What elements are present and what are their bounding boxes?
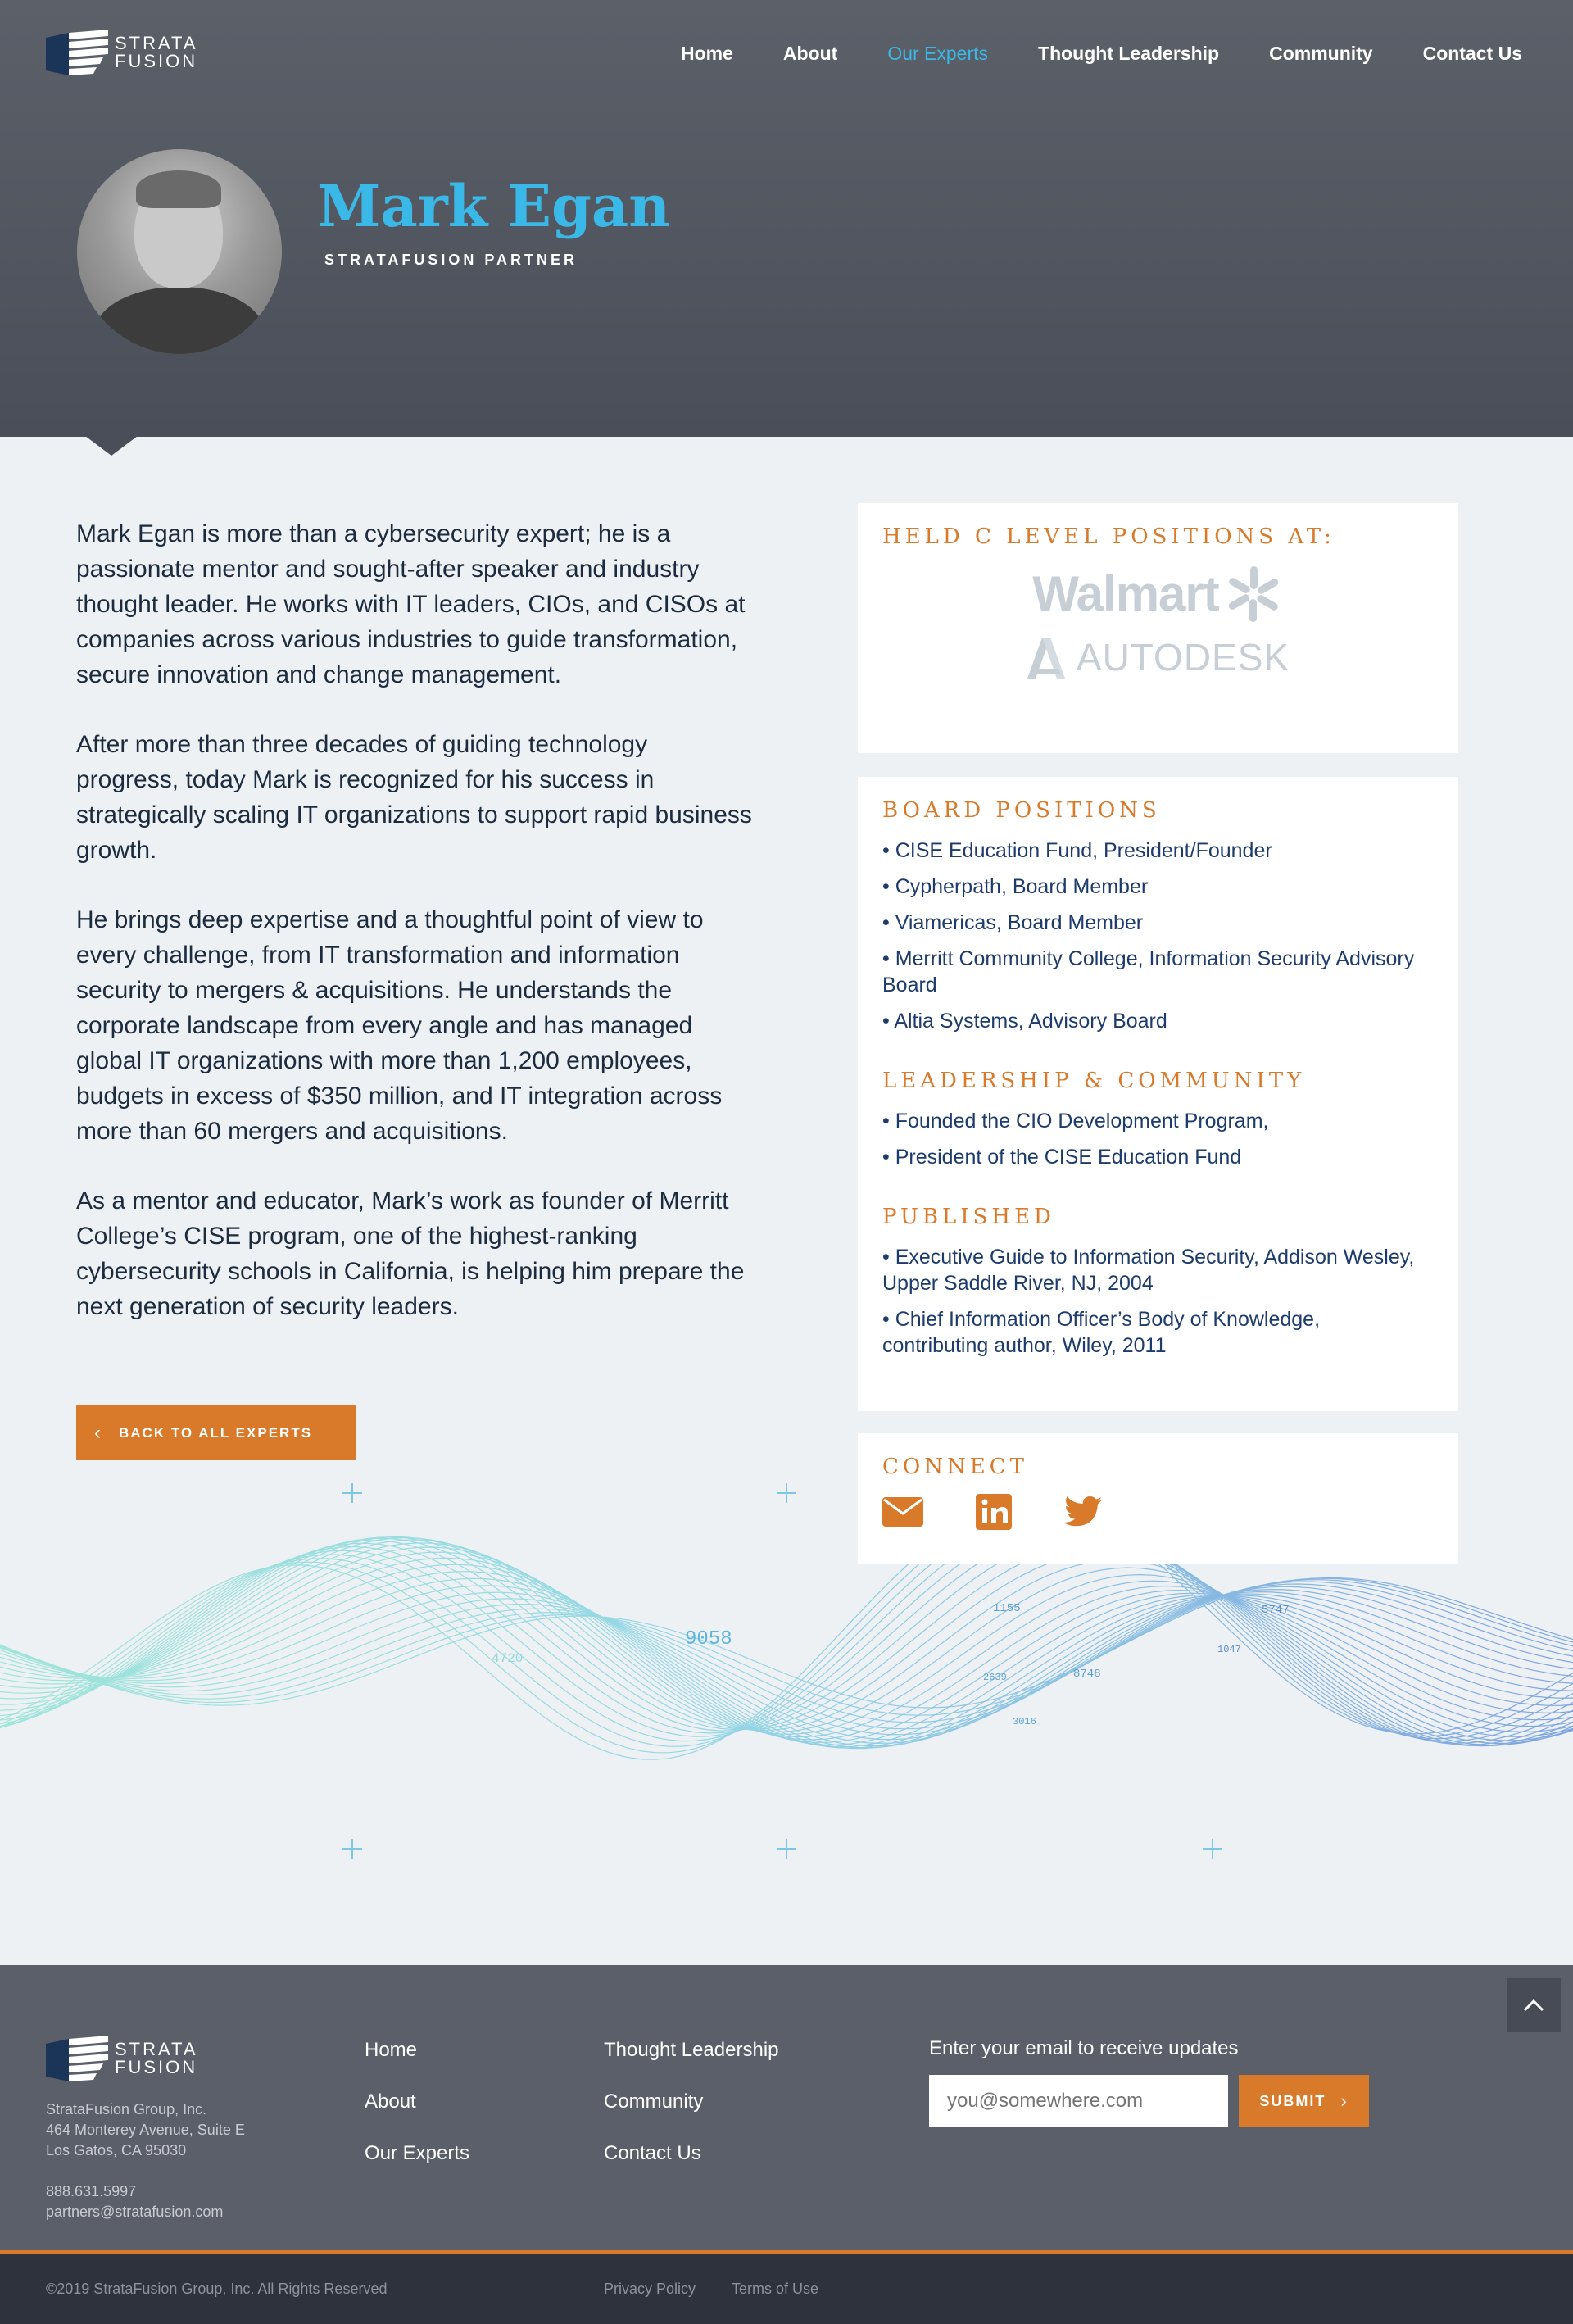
footer-links-col1 [365,2039,469,2194]
wave-line [0,1572,1573,1749]
connect-card [858,1433,1458,1564]
address-line: StrataFusion Group, Inc. [46,2101,207,2117]
footer-address [46,2099,245,2222]
c-level-card [858,503,1458,753]
chevron-right-icon: › [1340,2090,1349,2111]
nav-our-experts[interactable]: Our Experts [887,43,989,64]
nav-community[interactable]: Community [1269,43,1373,64]
email-icon[interactable] [882,1497,923,1527]
site-logo[interactable] [46,30,198,75]
profile-name: Mark Egan [317,172,671,240]
published-heading: PUBLISHED [882,1205,1055,1229]
leadership-heading: LEADERSHIP & COMMUNITY [882,1069,1306,1093]
site-footer [0,1965,1573,2250]
header-notch [85,436,138,456]
chevron-up-icon [1523,1999,1544,2012]
board-item: • Merritt Community College, Information Security Advisory Board [882,947,1415,996]
profile-title: STRATAFUSION PARTNER [324,252,578,268]
email-input[interactable] [929,2075,1228,2127]
logo-icon [46,2036,108,2081]
footer-links-col2 [604,2039,779,2194]
wave-number: 5747 [1262,1604,1290,1617]
copyright: ©2019 StrataFusion Group, Inc. All Rights Reserved [46,2281,388,2297]
footer-logo[interactable] [46,2036,198,2081]
bio-paragraph: Mark Egan is more than a cybersecurity expert; he is a passionate mentor and sought-after speaker and industry thought leader. He works with IT leaders, CIOs, and CISOs at companies across various industries to guide transformation, secure innovation and change management. [76,520,746,688]
profile-photo [77,149,282,354]
chevron-left-icon: ‹ [94,1421,102,1444]
c-level-heading: HELD C LEVEL POSITIONS AT: [882,524,1335,549]
wave-number: 1155 [993,1602,1021,1615]
linkedin-icon[interactable] [976,1494,1012,1530]
walmart-logo-text: Walmart [1032,566,1219,621]
address-line: 464 Monterey Avenue, Suite E [46,2122,245,2138]
board-item: • CISE Education Fund, President/Founder [882,839,1272,862]
walmart-logo [882,565,1431,622]
footer-link-home[interactable]: Home [365,2039,418,2061]
wave-number: 9058 [685,1628,732,1650]
social-links [882,1494,1431,1530]
logo-line2: FUSION [115,2057,198,2077]
privacy-policy-link[interactable]: Privacy Policy [604,2281,696,2297]
nav-about[interactable]: About [782,43,838,64]
terms-of-use-link[interactable]: Terms of Use [732,2281,819,2297]
submit-label: SUBMIT [1259,2092,1326,2109]
nav-thought-leadership[interactable]: Thought Leadership [1038,43,1220,64]
bio-paragraph: He brings deep expertise and a thoughtful point of view to every challenge, from IT transformation and information security to mergers & acquisitions. He understands the corporate landscape from every angle and has managed global IT organizations with more than 1,200 employees, budgets in excess of $350 million, and IT integration across more than 60 mergers and acquisitions. [76,906,723,1145]
wave-number: 1047 [1217,1644,1241,1655]
positions-card [858,777,1458,1411]
main-nav [631,43,1522,65]
board-heading: BOARD POSITIONS [882,798,1161,823]
wave-number: 4720 [492,1651,524,1666]
logo-wordmark [115,2040,198,2077]
logo-line2: FUSION [115,51,198,71]
board-item: • Altia Systems, Advisory Board [882,1010,1167,1033]
bio-paragraph: After more than three decades of guiding technology progress, today Mark is recognized for his success in strategically scaling IT organizations to support rapid business growth. [76,731,752,864]
leadership-section [882,1069,1431,1170]
wave-number: 8748 [1073,1668,1101,1681]
autodesk-logo-text: AUTODESK [1076,636,1290,679]
leadership-item: • President of the CISE Education Fund [882,1146,1242,1169]
company-logos [882,565,1431,679]
logo-wordmark [115,34,198,70]
bio-text [76,516,756,1359]
footer-link-community[interactable]: Community [604,2090,704,2113]
board-item: • Viamericas, Board Member [882,911,1144,934]
board-item: • Cypherpath, Board Member [882,875,1149,898]
logo-line1: STRATA [115,2039,198,2059]
submit-button[interactable] [1239,2075,1369,2127]
wave-number: 3016 [1013,1716,1036,1727]
nav-home[interactable]: Home [680,43,733,64]
wave-number: 2639 [983,1672,1007,1683]
footer-link-about[interactable]: About [365,2090,416,2113]
published-item: • Chief Information Officer’s Body of Knowledge, contributing author, Wiley, 2011 [882,1308,1321,1357]
footer-link-contact-us[interactable]: Contact Us [604,2142,701,2164]
signup-label: Enter your email to receive updates [929,2037,1239,2059]
twitter-icon[interactable] [1064,1496,1104,1528]
scroll-to-top-button[interactable] [1507,1978,1561,2032]
bio-paragraph: As a mentor and educator, Mark’s work as founder of Merritt College’s CISE program, one of the highest-ranking cybersecurity schools in California, is helping him prepare the next generation of security leaders. [76,1187,745,1320]
leadership-item: • Founded the CIO Development Program, [882,1110,1269,1132]
autodesk-a-icon [1024,636,1067,679]
connect-heading: CONNECT [882,1455,1028,1479]
back-button-label: BACK TO ALL EXPERTS [119,1424,313,1441]
footer-phone[interactable]: 888.631.5997 [46,2183,137,2199]
hero-header [0,0,1573,437]
nav-contact-us[interactable]: Contact Us [1422,43,1522,64]
footer-bottom-bar [0,2254,1573,2324]
walmart-spark-icon [1226,566,1281,622]
autodesk-logo [882,635,1431,679]
back-to-all-experts-button[interactable] [76,1405,356,1460]
published-section [882,1205,1431,1359]
logo-line1: STRATA [115,33,198,53]
address-line: Los Gatos, CA 95030 [46,2142,187,2158]
footer-link-thought-leadership[interactable]: Thought Leadership [604,2039,779,2061]
footer-link-our-experts[interactable]: Our Experts [365,2142,470,2164]
footer-email[interactable]: partners@stratafusion.com [46,2204,224,2220]
board-section [882,798,1431,1034]
published-item: • Executive Guide to Information Security, Addison Wesley, Upper Saddle River, NJ, 2004 [882,1246,1415,1295]
logo-icon [46,30,108,75]
